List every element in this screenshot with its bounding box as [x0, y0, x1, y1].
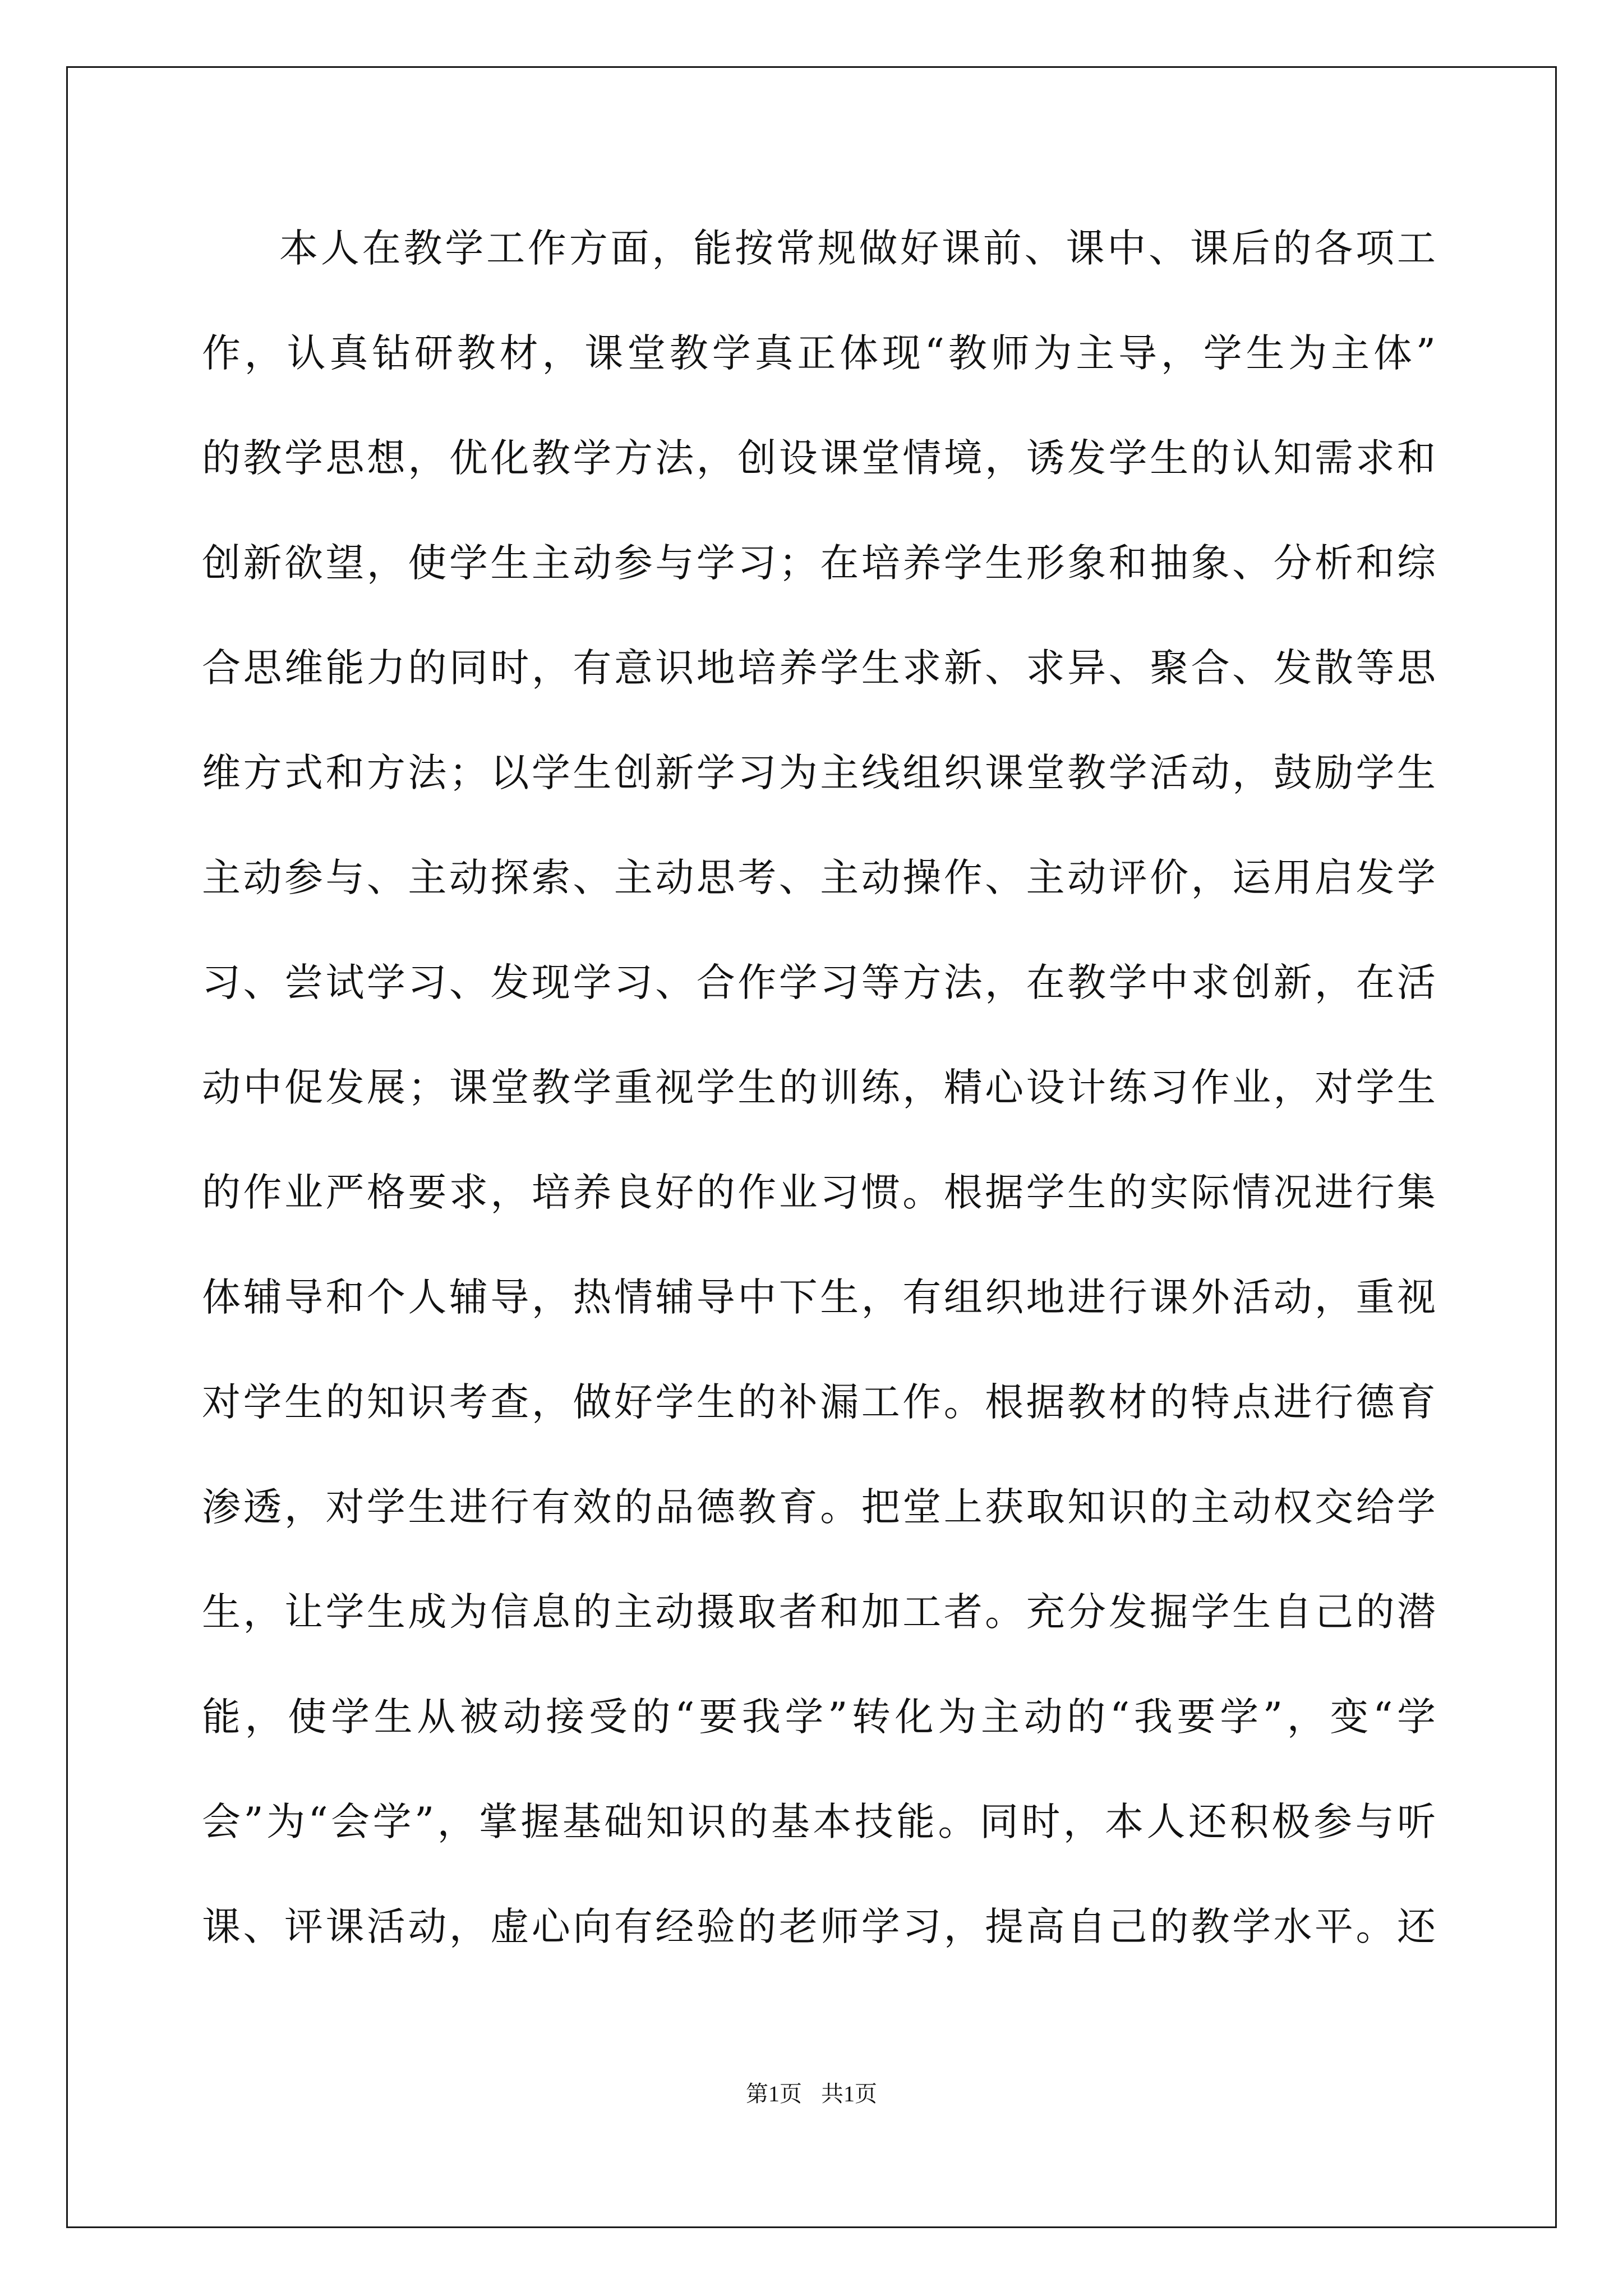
- text-line: 能，使学生从被动接受的“要我学”转化为主动的“我要学”，变“学: [202, 1695, 1436, 1740]
- text-line: 合思维能力的同时，有意识地培养学生求新、求异、聚合、发散等思: [202, 646, 1436, 691]
- text-line: 创新欲望，使学生主动参与学习；在培养学生形象和抽象、分析和综: [202, 541, 1436, 586]
- text-line: 动中促发展；课堂教学重视学生的训练，精心设计练习作业，对学生: [202, 1065, 1436, 1110]
- text-line: 课、评课活动，虚心向有经验的老师学习，提高自己的教学水平。还: [202, 1904, 1436, 1949]
- text-line: 生，让学生成为信息的主动摄取者和加工者。充分发掘学生自己的潜: [202, 1590, 1436, 1635]
- text-line: 渗透，对学生进行有效的品德教育。把堂上获取知识的主动权交给学: [202, 1485, 1436, 1530]
- page-total: 共1页: [821, 2081, 877, 2106]
- document-body: [202, 218, 1436, 2001]
- text-line: 本人在教学工作方面，能按常规做好课前、课中、课后的各项工: [279, 226, 1436, 271]
- page-number: 第1页: [746, 2081, 802, 2106]
- text-line: 的教学思想，优化教学方法，创设课堂情境，诱发学生的认知需求和: [202, 436, 1436, 481]
- text-line: 体辅导和个人辅导，热情辅导中下生，有组织地进行课外活动，重视: [202, 1275, 1436, 1320]
- text-line: 会”为“会学”，掌握基础知识的基本技能。同时，本人还积极参与听: [202, 1800, 1436, 1844]
- text-line: 习、尝试学习、发现学习、合作学习等方法，在教学中求创新，在活: [202, 960, 1436, 1005]
- page-footer: [0, 2078, 1623, 2110]
- text-line: 的作业严格要求，培养良好的作业习惯。根据学生的实际情况进行集: [202, 1170, 1436, 1215]
- text-line: 维方式和方法；以学生创新学习为主线组织课堂教学活动，鼓励学生: [202, 751, 1436, 795]
- text-line: 主动参与、主动探索、主动思考、主动操作、主动评价，运用启发学: [202, 855, 1436, 900]
- text-line: 对学生的知识考查，做好学生的补漏工作。根据教材的特点进行德育: [202, 1380, 1436, 1425]
- text-line: 作，认真钻研教材，课堂教学真正体现“教师为主导，学生为主体”: [202, 331, 1436, 376]
